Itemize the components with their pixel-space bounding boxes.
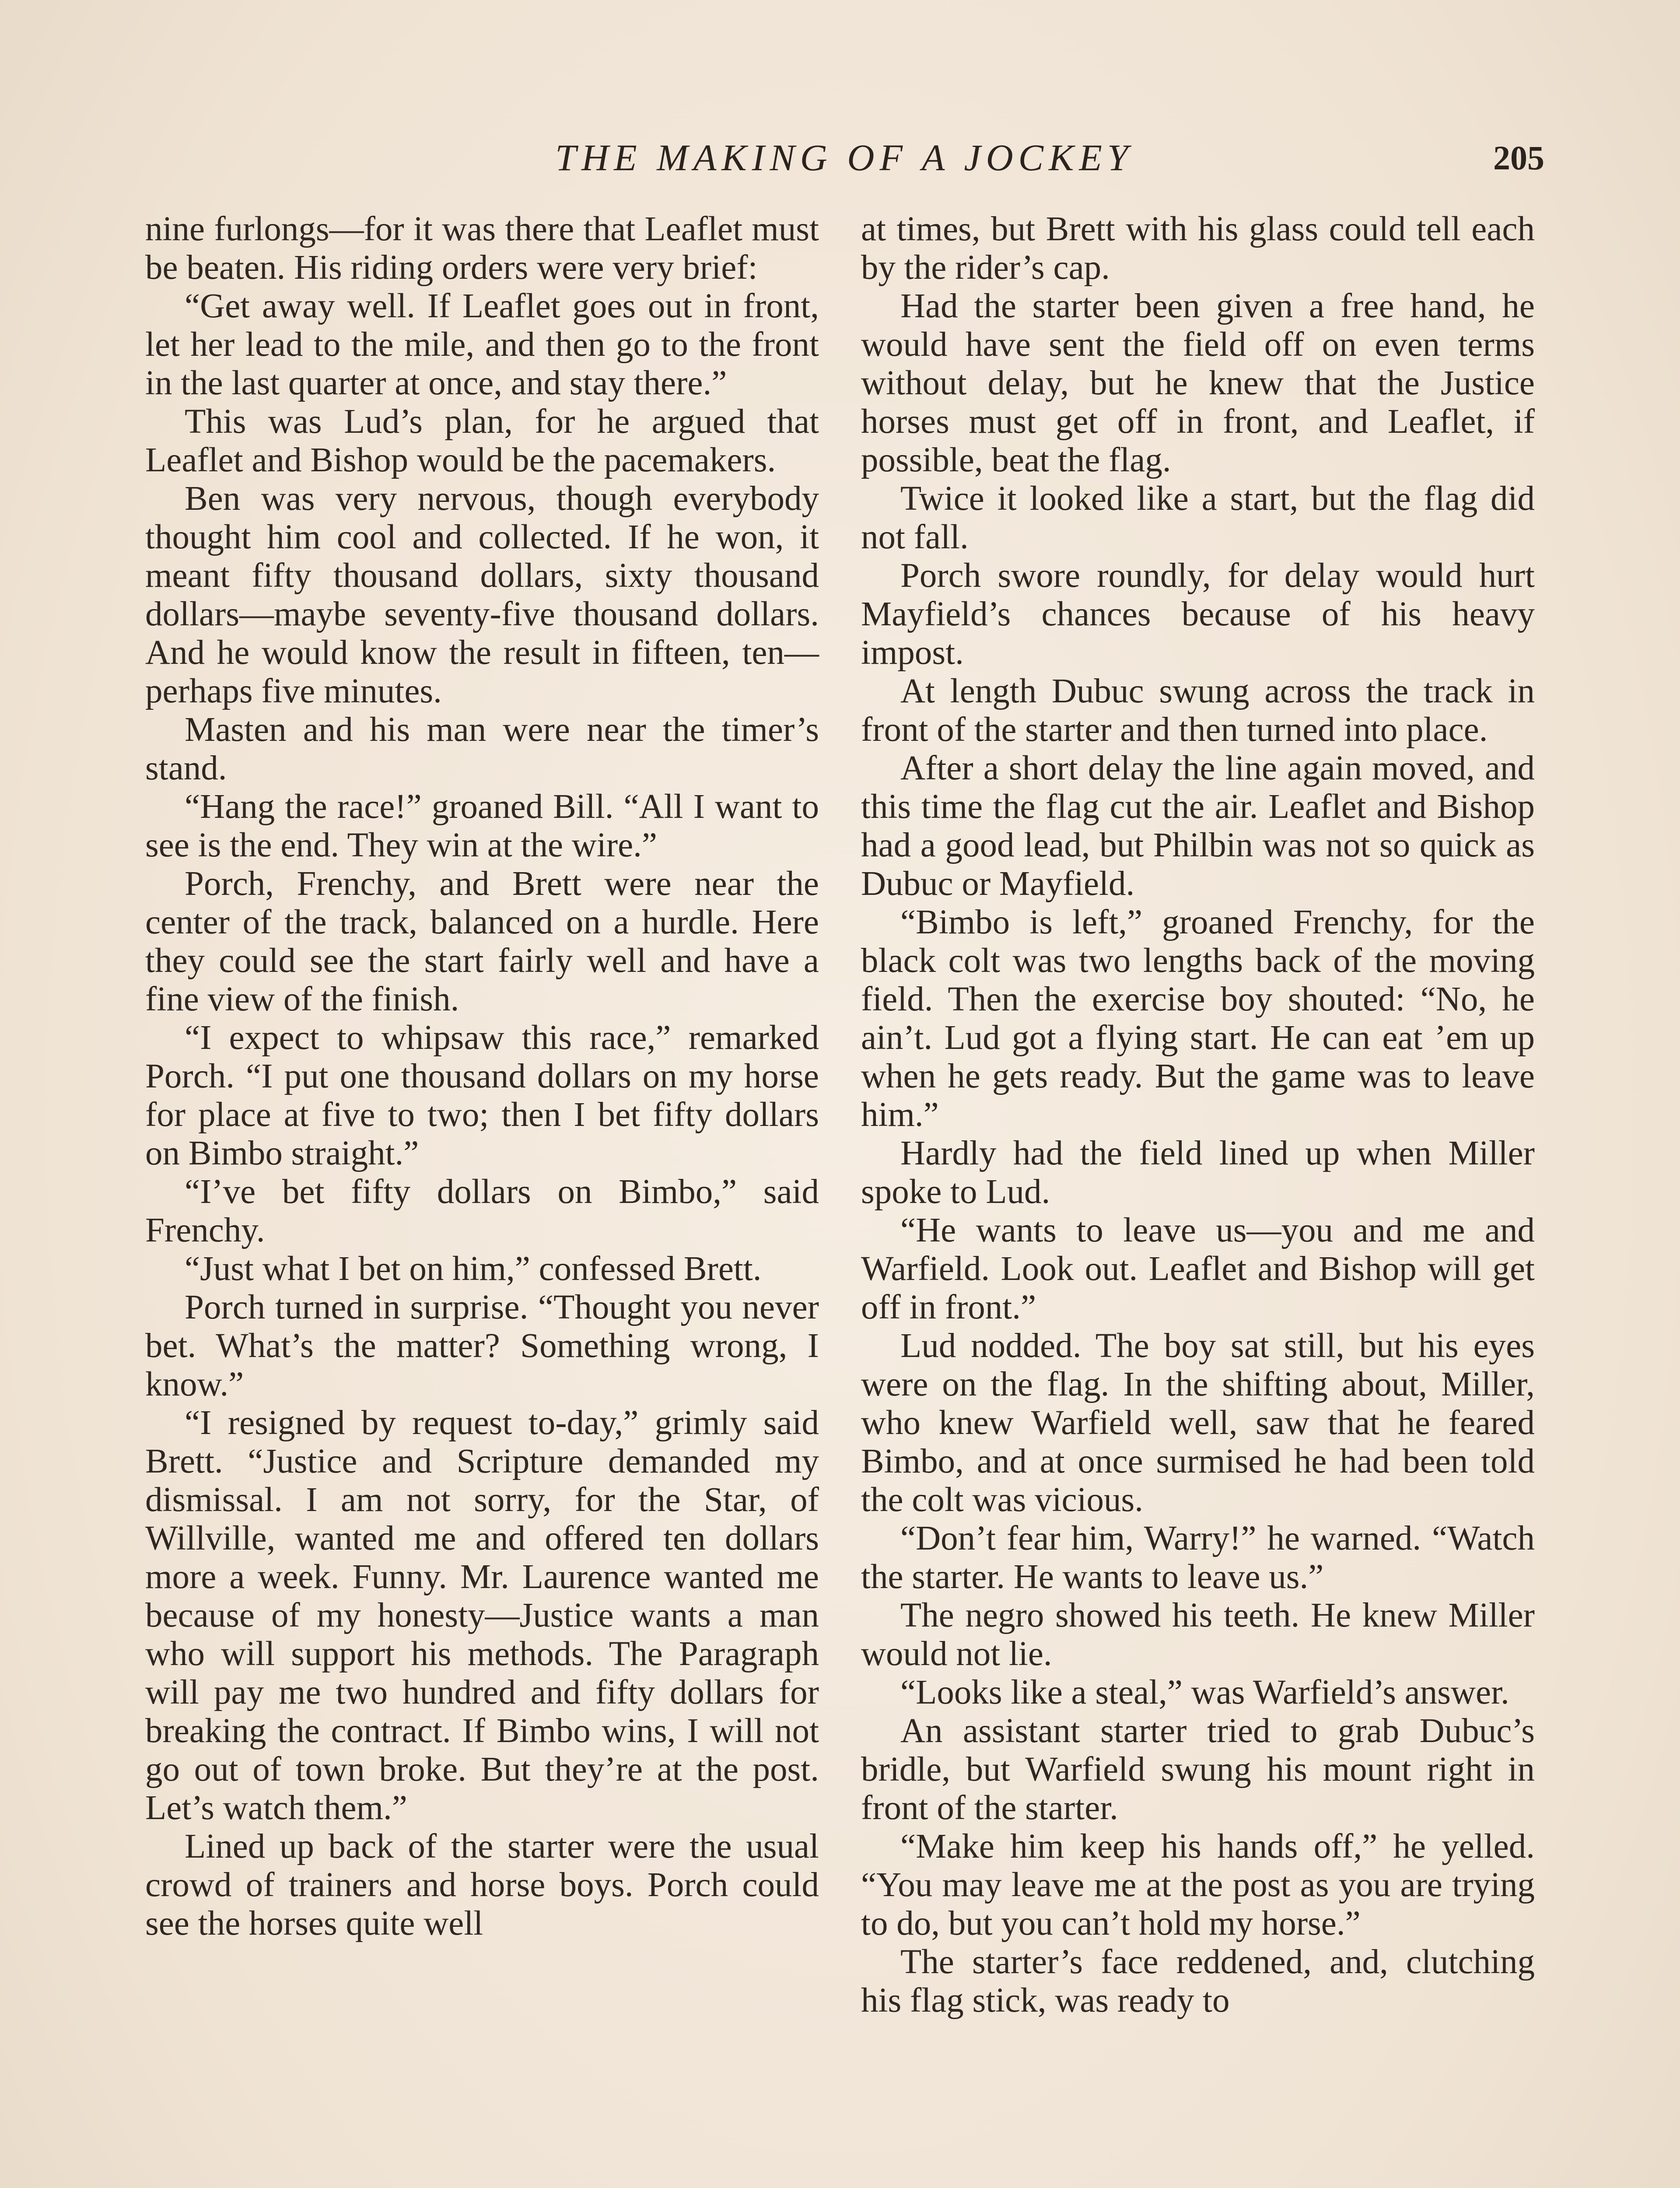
paragraph: “Get away well. If Leaflet goes out in front, let her lead to the mile, and then go to the front in the last quarter at once, and stay there.” (145, 287, 819, 402)
paragraph: at times, but Brett with his glass could tell each by the rider’s cap. (861, 210, 1535, 287)
paragraph: This was Lud’s plan, for he argued that Leaflet and Bishop would be the pacemakers. (145, 403, 819, 479)
paragraph: Porch, Frenchy, and Brett were near the center of the track, balanced on a hurdle. Here they could see the start fairly well and have a fine view of the finish. (145, 865, 819, 1018)
paragraph: Hardly had the field lined up when Miller spoke to Lud. (861, 1134, 1535, 1211)
paragraph: “I’ve bet fifty dollars on Bimbo,” said Frenchy. (145, 1173, 819, 1249)
paragraph: “I resigned by request to-day,” grimly said Brett. “Justice and Scripture demanded my dismissal. I am not sorry, for the Star, of Willville, wanted me and offered ten dollars more a week. Funny. Mr. Laurence wanted me because of my honesty—Justice wants a man who will support his methods. The Paragraph will pay me two hundred and fifty dollars for breaking the contract. If Bimbo wins, I will not go out of town broke. But they’re at the post. Let’s watch them.” (145, 1404, 819, 1827)
paragraph: “Make him keep his hands off,” he yelled. “You may leave me at the post as you are trying to do, but you can’t hold my horse.” (861, 1827, 1535, 1943)
paragraph: “Bimbo is left,” groaned Frenchy, for the black colt was two lengths back of the moving field. Then the exercise boy shouted: “No, he ain’t. Lud got a flying start. He can eat ’em up when he gets ready. But the game was to leave him.” (861, 903, 1535, 1134)
paragraph: Porch swore roundly, for delay would hurt Mayfield’s chances because of his heavy impost. (861, 557, 1535, 672)
paragraph: nine furlongs—for it was there that Leaflet must be beaten. His riding orders were very brief: (145, 210, 819, 287)
paragraph: Porch turned in surprise. “Thought you never bet. What’s the matter? Something wrong, I know.” (145, 1288, 819, 1403)
left-column (145, 210, 819, 1943)
paragraph: “Looks like a steal,” was Warfield’s answer. (900, 1673, 1509, 1711)
page-number: 205 (1493, 139, 1544, 177)
paragraph: At length Dubuc swung across the track in front of the starter and then turned into place. (861, 672, 1535, 749)
paragraph: “I expect to whipsaw this race,” remarked Porch. “I put one thousand dollars on my horse for place at five to two; then I bet fifty dollars on Bimbo straight.” (145, 1019, 819, 1172)
paragraph: An assistant starter tried to grab Dubuc’s bridle, but Warfield swung his mount right in front of the starter. (861, 1712, 1535, 1827)
paragraph: Had the starter been given a free hand, he would have sent the field off on even terms without delay, but he knew that the Justice horses must get off in front, and Leaflet, if possible, beat the flag. (861, 287, 1535, 479)
paragraph: Masten and his man were near the timer’s stand. (145, 711, 819, 787)
running-title: THE MAKING OF A JOCKEY (555, 137, 1134, 179)
paragraph: Lud nodded. The boy sat still, but his eyes were on the flag. In the shifting about, Miller, who knew Warfield well, saw that he feared Bimbo, and at once surmised he had been told the colt was vicious. (861, 1327, 1535, 1519)
right-column (861, 210, 1535, 2020)
paragraph: “Just what I bet on him,” confessed Brett. (185, 1250, 762, 1288)
paragraph: The negro showed his teeth. He knew Miller would not lie. (861, 1596, 1535, 1673)
paragraph: Twice it looked like a start, but the flag did not fall. (861, 480, 1535, 556)
paragraph: “Don’t fear him, Warry!” he warned. “Watch the starter. He wants to leave us.” (861, 1519, 1535, 1596)
paragraph: “He wants to leave us—you and me and Warfield. Look out. Leaflet and Bishop will get off in front.” (861, 1211, 1535, 1326)
paragraph: Lined up back of the starter were the usual crowd of trainers and horse boys. Porch could see the horses quite well (145, 1827, 819, 1943)
paragraph: Ben was very nervous, though everybody thought him cool and collected. If he won, it meant fifty thousand dollars, sixty thousand dollars—maybe seventy-five thousand dollars. And he would know the result in fifteen, ten—perhaps five minutes. (145, 480, 819, 710)
page-header (144, 136, 1544, 184)
paragraph: After a short delay the line again moved, and this time the flag cut the air. Leaflet and Bishop had a good lead, but Philbin was not so quick as Dubuc or Mayfield. (861, 749, 1535, 903)
paragraph: The starter’s face reddened, and, clutching his flag stick, was ready to (861, 1943, 1535, 2020)
paragraph: “Hang the race!” groaned Bill. “All I want to see is the end. They win at the wire.” (145, 788, 819, 864)
